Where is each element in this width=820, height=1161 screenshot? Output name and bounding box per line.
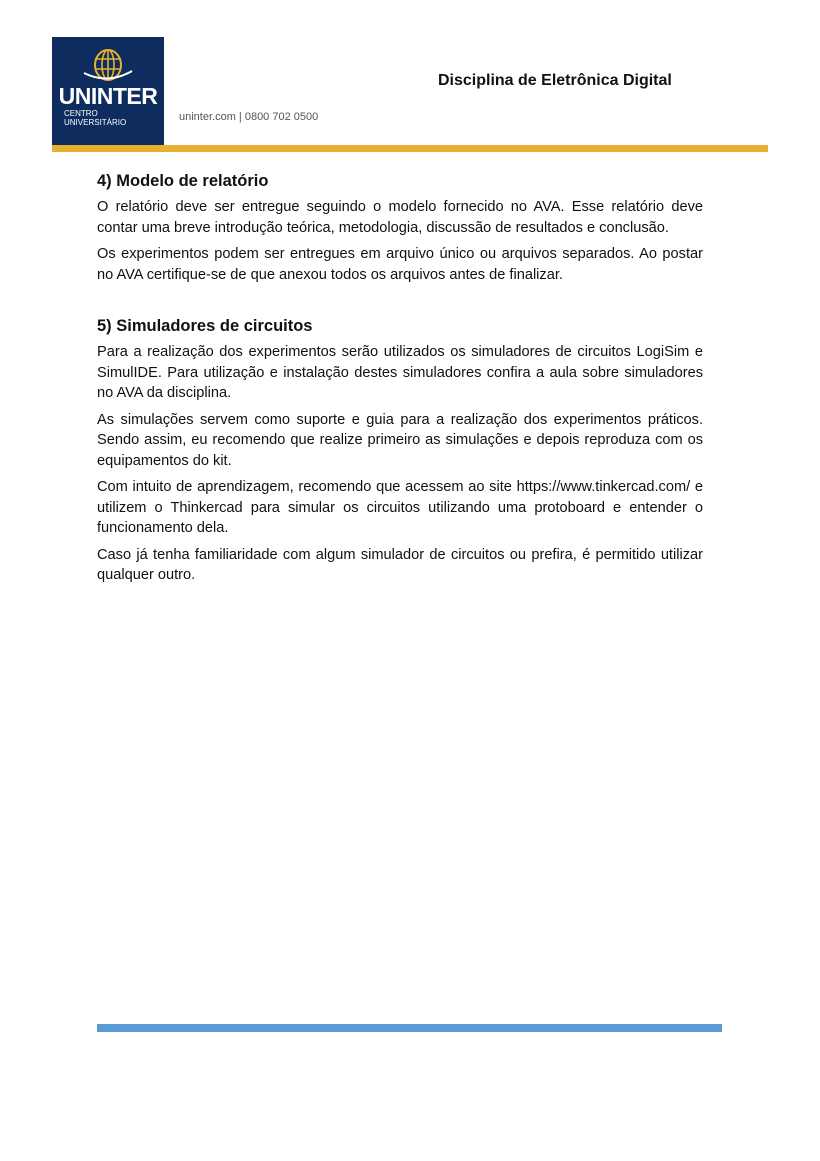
footer-divider xyxy=(97,1024,722,1032)
section-simuladores xyxy=(97,315,703,586)
header-divider xyxy=(52,145,768,152)
paragraph: Caso já tenha familiaridade com algum simulador de circuitos ou prefira, é permitido utilizar qualquer outro. xyxy=(97,546,703,583)
logo-subtitle-line2: UNIVERSITÁRIO xyxy=(64,118,127,127)
logo-subtitle-line1: CENTRO xyxy=(64,109,98,118)
logo-subtitle xyxy=(64,109,126,127)
page-title: Disciplina de Eletrônica Digital xyxy=(438,72,672,89)
paragraph: O relatório deve ser entregue seguindo o modelo fornecido no AVA. Esse relatório deve contar uma breve introdução teórica, metodologia, discussão de resultados e conclusão. xyxy=(97,199,703,236)
logo-name: UNINTER xyxy=(58,83,158,109)
logo xyxy=(52,37,164,145)
paragraph: Com intuito de aprendizagem, recomendo que acessem ao site https://www.tinkercad.com/ e utilizem o Thinkercad para simular os circuitos utilizando uma protoboard e entender o funcionamento dela. xyxy=(97,479,703,536)
paragraph: Os experimentos podem ser entregues em arquivo único ou arquivos separados. Ao postar no AVA certifique-se de que anexou todos os arquivos antes de finalizar. xyxy=(97,246,703,283)
section-heading: 4) Modelo de relatório xyxy=(97,172,269,190)
header-contact: uninter.com | 0800 702 0500 xyxy=(179,111,319,123)
globe-icon xyxy=(78,47,138,85)
paragraph: Para a realização dos experimentos serão utilizados os simuladores de circuitos LogiSim e SimulIDE. Para utilização e instalação destes simuladores confira a aula sobre simuladores no AVA da disciplina. xyxy=(97,344,703,401)
section-relatorio xyxy=(97,170,703,285)
section-heading: 5) Simuladores de circuitos xyxy=(97,317,313,335)
paragraph: As simulações servem como suporte e guia para a realização dos experimentos práticos. Sendo assim, eu recomendo que realize primeiro as simulações e depois reproduza com os equipamentos do kit. xyxy=(97,411,703,469)
document-body xyxy=(97,170,703,592)
section-spacer xyxy=(97,291,703,315)
